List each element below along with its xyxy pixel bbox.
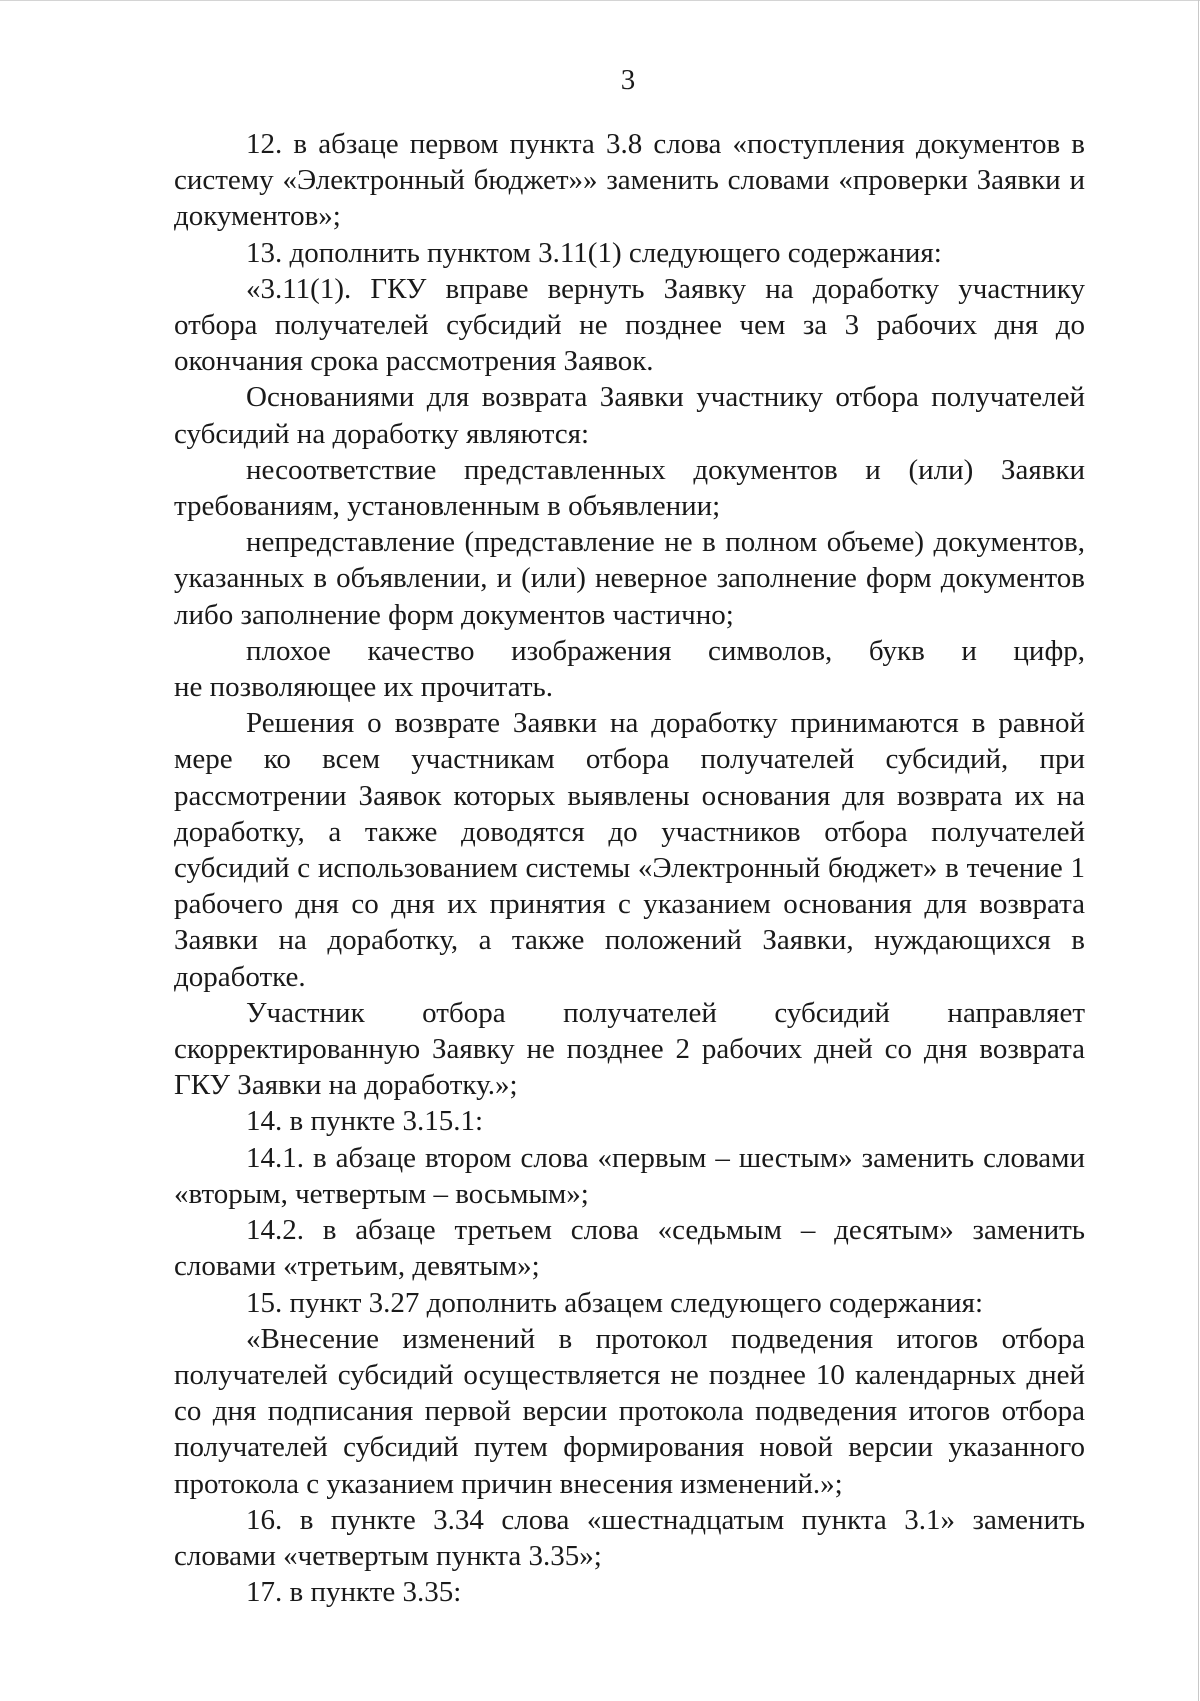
paragraph-return-decisions: Решения о возврате Заявки на доработку принимаются в равной мере ко всем участникам отбора получателей субсидий, при рассмотрении Заявок которых выявлены основания для возврата их на доработку, а также доводятся до участников отбора получателей субсидий с использованием системы «Электронный бюджет» в течение 1 рабочего дня со дня их принятия с указанием основания для возврата Заявки на доработку, а также положений Заявки, нуждающихся в доработке. [174,707,1085,993]
paragraph-item-14-1: 14.1. в абзаце втором слова «первым – шестым» заменить словами «вторым, четвертым – восьмым»; [174,1141,1085,1210]
paragraph-ground-3-line-2: не позволяющее их прочитать. [174,671,553,704]
paragraph-item-13: 13. дополнить пунктом 3.11(1) следующего содержания: [246,236,942,269]
page-number: 3 [620,64,636,96]
paragraph-item-12: 12. в абзаце первом пункта 3.8 слова «поступления документов в систему «Электронный бюджет»» заменить словами «проверки Заявки и документов»; [174,128,1085,233]
paragraph-item-14-2: 14.2. в абзаце третьем слова «седьмым – десятым» заменить словами «третьим, девятым»; [174,1214,1085,1283]
paragraph-ground-3-line-1: плохое качество изображения символов, букв и цифр, [246,634,1085,667]
paragraph-item-17: 17. в пункте 3.35: [246,1576,462,1609]
document-body [174,126,1085,1610]
page-top-edge [0,0,1200,1]
paragraph-point-3-11-1: «3.11(1). ГКУ вправе вернуть Заявку на доработку участнику отбора получателей субсидий не позднее чем за 3 рабочих дня до окончания срока рассмотрения Заявок. [174,272,1085,378]
paragraph-item-16: 16. в пункте 3.34 слова «шестнадцатым пункта 3.1» заменить словами «четвертым пункта 3.35»; [174,1503,1085,1572]
paragraph-participant-line-2: скорректированную Заявку не позднее 2 рабочих дней со дня возврата ГКУ Заявки на доработку.»; [174,1033,1085,1102]
paragraph-item-15: 15. пункт 3.27 дополнить абзацем следующего содержания: [246,1286,984,1319]
paragraph-ground-1-line-1: несоответствие представленных документов и (или) Заявки [246,453,1085,486]
paragraph-ground-2: непредставление (представление не в полном объеме) документов, указанных в объявлении, и (или) неверное заполнение форм документов либо заполнение форм документов частично; [174,526,1085,631]
page-right-edge [1198,0,1199,1701]
paragraph-grounds-intro: Основаниями для возврата Заявки участнику отбора получателей субсидий на доработку являются: [174,381,1085,450]
paragraph-ground-1-line-2: требованиям, установленным в объявлении; [174,490,721,523]
paragraph-protocol-changes: «Внесение изменений в протокол подведения итогов отбора получателей субсидий осуществляется не позднее 10 календарных дней со дня подписания первой версии протокола подведения итогов отбора получателей субсидий путем формирования новой версии указанного протокола с указанием причин внесения изменений.»; [174,1322,1085,1500]
paragraph-participant-line-1: Участник отбора получателей субсидий направляет [246,996,1085,1029]
paragraph-item-14: 14. в пункте 3.15.1: [246,1105,484,1138]
